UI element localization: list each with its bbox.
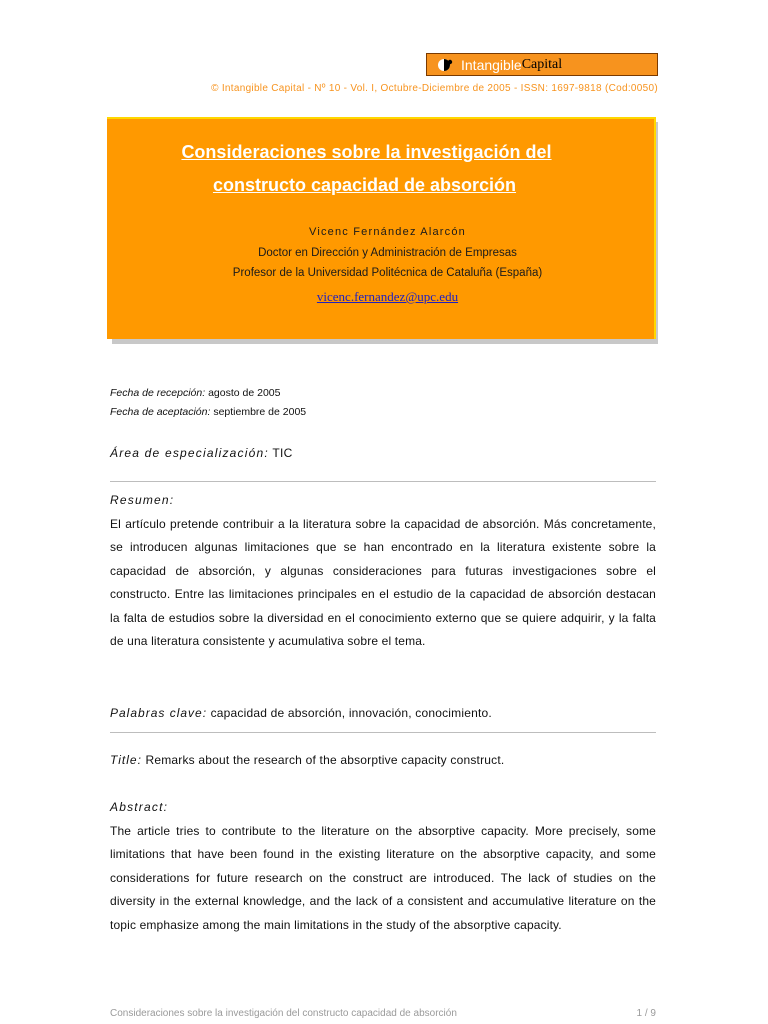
author-degree: Doctor en Dirección y Administración de Empresas (258, 247, 517, 259)
resumen-heading: Resumen: (110, 493, 175, 507)
keywords-value: capacidad de absorción, innovación, conocimiento. (210, 706, 492, 720)
footer-running-title: Consideraciones sobre la investigación del constructo capacidad de absorción (110, 1008, 457, 1019)
reception-date-label: Fecha de recepción: (110, 387, 206, 399)
english-title-value: Remarks about the research of the absorptive capacity construct. (145, 753, 505, 767)
author-name: Vicenc Fernández Alarcón (308, 226, 466, 238)
journal-logo (426, 53, 658, 76)
divider-top (110, 481, 656, 482)
specialization-area-label: Área de especialización: (110, 446, 269, 460)
specialization-area (110, 446, 293, 460)
divider-bottom (110, 732, 656, 733)
acceptance-date-row (110, 403, 306, 422)
author-email-link[interactable]: vicenc.fernandez@upc.edu (316, 289, 459, 304)
author-position: Profesor de la Universidad Politécnica de Cataluña (España) (232, 267, 543, 279)
submission-dates (110, 384, 306, 421)
acceptance-date-label: Fecha de aceptación: (110, 405, 211, 418)
logo-mark-icon (435, 54, 457, 76)
specialization-area-value: TIC (272, 446, 293, 460)
article-title-line-2: constructo capacidad de absorción (212, 175, 517, 195)
reception-date-value: agosto de 2005 (208, 387, 281, 399)
resumen-text: El artículo pretende contribuir a la literatura sobre la capacidad de absorción. Más concretamente, se introducen algunas limitaciones que se han encontrado en la literatura existente sobre la capacidad de absorción, y algunas consideraciones para futuras investigaciones sobre el constructo. Entre las limitaciones principales en el estudio de la capacidad de absorción destacan la falta de estudios sobre la diversidad en el conocimiento externo que se quiere adquirir, y la falta de una literatura consistente y acumulativa sobre el tema. (110, 517, 656, 649)
article-title-line-1: Consideraciones sobre la investigación del (181, 142, 552, 162)
english-title-row (110, 753, 504, 767)
journal-citation: © Intangible Capital - Nº 10 - Vol. I, Octubre-Diciembre de 2005 - ISSN: 1697-9818 (Cod:0050) (211, 83, 658, 94)
keywords-label: Palabras clave: (110, 706, 208, 720)
logo-word-capital: Capital (521, 56, 563, 72)
abstract-text: The article tries to contribute to the literature on the absorptive capacity. More precisely, some limitations that have been found in the existing literature on the absorptive capacity, and some considerations for future research on the construct are introduced. The lack of studies on the diversity in the external knowledge, and the lack of a consistent and accumulative literature on the topic emphasize among the main limitations in the study of the absorptive capacity. (110, 824, 656, 932)
reception-date-row (110, 384, 306, 403)
abstract-heading: Abstract: (110, 800, 169, 814)
keywords-row (110, 706, 492, 720)
title-banner (107, 117, 656, 339)
logo-word-intangible: Intangible (461, 56, 522, 73)
page-number: 1 / 9 (636, 1008, 656, 1019)
english-title-label: Title: (110, 753, 142, 767)
acceptance-date-value: septiembre de 2005 (213, 405, 307, 418)
